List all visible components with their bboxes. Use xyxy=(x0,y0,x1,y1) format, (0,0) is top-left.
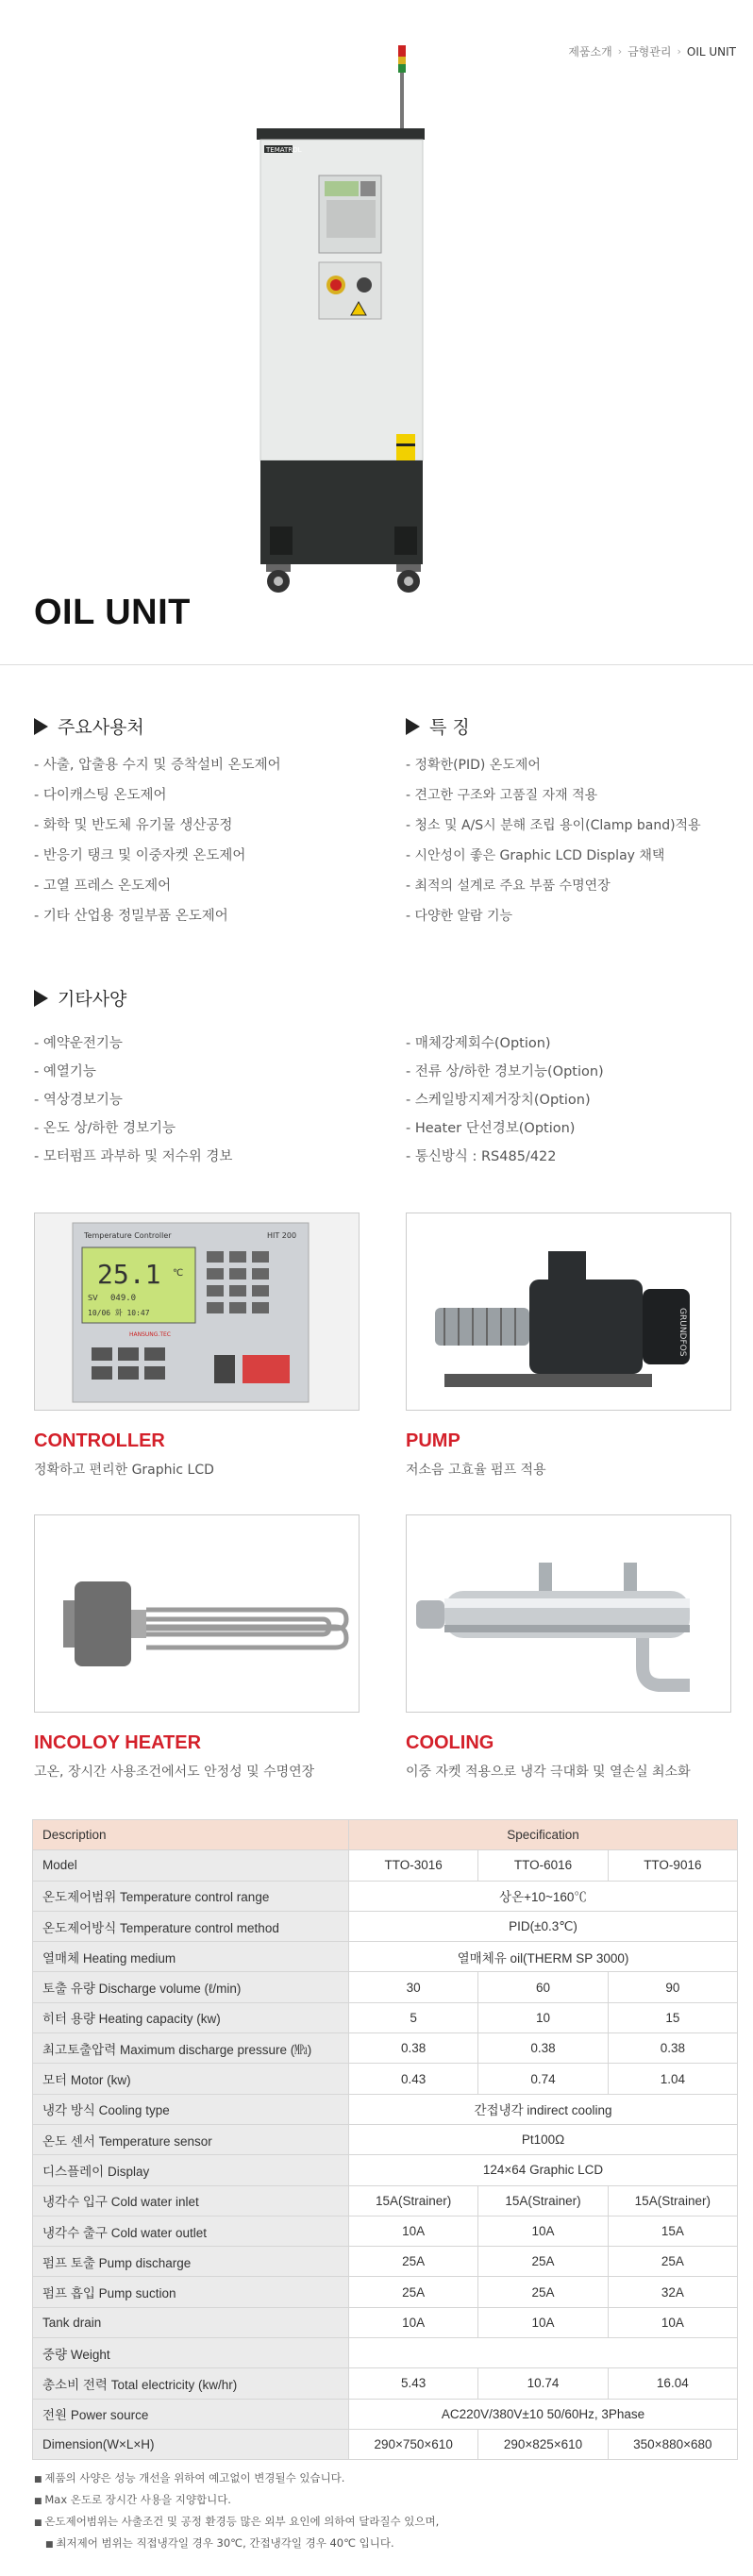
table-label-cell: Dimension(W×L×H) xyxy=(33,2429,349,2459)
list-item: - 기타 산업용 정밀부품 온도제어 xyxy=(34,909,228,924)
table-header-cell: Specification xyxy=(349,1820,738,1850)
list-item: - 다이캐스팅 온도제어 xyxy=(34,788,167,803)
table-cell: TTO-9016 xyxy=(608,1850,737,1881)
table-label-cell: 전원 Power source xyxy=(33,2399,349,2429)
table-cell: Pt100Ω xyxy=(349,2124,738,2154)
breadcrumb-current: OIL UNIT xyxy=(686,44,736,59)
oil-unit-product-image xyxy=(0,38,753,594)
table-cell: 60 xyxy=(478,1972,608,2002)
features-list xyxy=(406,756,701,937)
table-label-cell: 총소비 전력 Total electricity (kw/hr) xyxy=(33,2368,349,2399)
cooling-caption: COOLING xyxy=(406,1732,494,1753)
table-label-cell: 토출 유량 Discharge volume (ℓ/min) xyxy=(33,1972,349,2002)
table-row xyxy=(33,2429,738,2459)
table-cell: 350×880×680 xyxy=(608,2429,737,2459)
table-cell: 상온+10~160℃ xyxy=(349,1881,738,1911)
table-label-cell: 최고토출압력 Maximum discharge pressure (㎫) xyxy=(33,2033,349,2064)
table-label-cell: 냉각 방식 Cooling type xyxy=(33,2094,349,2124)
controller-description: 정확하고 편리한 Graphic LCD xyxy=(34,1463,214,1478)
incoloy-heater-caption: INCOLOY HEATER xyxy=(34,1732,202,1753)
controller-image xyxy=(34,1213,360,1411)
divider xyxy=(0,664,753,665)
table-row xyxy=(33,1972,738,2002)
table-label-cell: 온도 센서 Temperature sensor xyxy=(33,2124,349,2154)
table-cell: 열매체유 oil(THERM SP 3000) xyxy=(349,1942,738,1972)
table-label-cell: 펌프 토출 Pump discharge xyxy=(33,2247,349,2277)
table-cell: 15 xyxy=(608,2002,737,2032)
triangle-bullet-icon xyxy=(34,718,48,735)
table-row xyxy=(33,1942,738,1972)
list-item: - 사출, 압출용 수지 및 증착설비 온도제어 xyxy=(34,758,281,773)
table-label-cell: 온도제어방식 Temperature control method xyxy=(33,1911,349,1941)
table-cell: 10.74 xyxy=(478,2368,608,2399)
table-cell: 10A xyxy=(478,2216,608,2246)
table-header-cell: Description xyxy=(33,1820,349,1850)
table-cell: 25A xyxy=(608,2247,737,2277)
table-row xyxy=(33,1881,738,1911)
pump-image xyxy=(406,1213,731,1411)
table-label-cell: 펌프 흡입 Pump suction xyxy=(33,2277,349,2307)
table-cell: PID(±0.3℃) xyxy=(349,1911,738,1941)
list-item: - 통신방식 : RS485/422 xyxy=(406,1149,557,1164)
table-cell: 1.04 xyxy=(608,2064,737,2094)
svg-text:25.1: 25.1 xyxy=(97,1259,161,1290)
table-cell: 25A xyxy=(478,2277,608,2307)
table-cell: 290×750×610 xyxy=(349,2429,478,2459)
list-item: - 예열기능 xyxy=(34,1064,96,1079)
table-label-cell: 모터 Motor (kw) xyxy=(33,2064,349,2094)
table-row xyxy=(33,2124,738,2154)
table-cell: 25A xyxy=(478,2247,608,2277)
spec-table-body xyxy=(33,1881,738,2460)
breadcrumb-separator-icon: › xyxy=(677,45,681,58)
table-cell: 25A xyxy=(349,2247,478,2277)
features-title: 특 징 xyxy=(429,717,470,738)
table-cell: 10 xyxy=(478,2002,608,2032)
usage-list xyxy=(34,756,281,937)
table-label-cell: 히터 용량 Heating capacity (kw) xyxy=(33,2002,349,2032)
spec-table xyxy=(32,1819,738,2460)
svg-text:TEMATROL: TEMATROL xyxy=(266,146,302,154)
table-row xyxy=(33,2247,738,2277)
breadcrumb-item[interactable]: 제품소개 xyxy=(568,45,612,59)
table-row xyxy=(33,1911,738,1941)
features-heading xyxy=(406,713,470,739)
table-cell: TTO-6016 xyxy=(478,1850,608,1881)
table-cell: 90 xyxy=(608,1972,737,2002)
table-row xyxy=(33,1850,738,1881)
table-cell: 15A xyxy=(608,2216,737,2246)
pump-caption: PUMP xyxy=(406,1430,460,1451)
svg-text:10/06 화 10:47: 10/06 화 10:47 xyxy=(88,1309,150,1317)
notes-list xyxy=(34,2468,439,2555)
triangle-bullet-icon xyxy=(406,718,420,735)
table-label-cell: Model xyxy=(33,1850,349,1881)
table-row xyxy=(33,2216,738,2246)
table-header-row xyxy=(33,1820,738,1850)
table-label-cell: 중량 Weight xyxy=(33,2338,349,2368)
svg-text:049.0: 049.0 xyxy=(110,1294,137,1303)
cooling-image xyxy=(406,1514,731,1713)
table-row xyxy=(33,2338,738,2368)
note-item: ■ 제품의 사양은 성능 개선을 위하여 예고없이 변경될수 있습니다. xyxy=(34,2468,439,2490)
cooling-description: 이중 자켓 적용으로 냉각 극대화 및 열손실 최소화 xyxy=(406,1765,691,1780)
table-row xyxy=(33,2307,738,2337)
list-item: - 모터펌프 과부하 및 저수위 경보 xyxy=(34,1149,233,1164)
list-item: - 화학 및 반도체 유기물 생산공정 xyxy=(34,818,233,833)
table-row xyxy=(33,2094,738,2124)
controller-caption: CONTROLLER xyxy=(34,1430,165,1451)
table-cell: 32A xyxy=(608,2277,737,2307)
table-label-cell: 디스플레이 Display xyxy=(33,2155,349,2185)
table-label-cell: 냉각수 입구 Cold water inlet xyxy=(33,2185,349,2216)
table-row xyxy=(33,2399,738,2429)
svg-text:HIT 200: HIT 200 xyxy=(267,1231,297,1240)
table-row xyxy=(33,2185,738,2216)
table-cell: 15A(Strainer) xyxy=(349,2185,478,2216)
svg-text:℃: ℃ xyxy=(173,1268,184,1279)
list-item: - 반응기 탱크 및 이중자켓 온도제어 xyxy=(34,848,246,863)
list-item: - 고열 프레스 온도제어 xyxy=(34,878,172,894)
breadcrumb-separator-icon: › xyxy=(617,45,623,58)
table-label-cell: 냉각수 출구 Cold water outlet xyxy=(33,2216,349,2246)
note-item: ■ 최저제어 범위는 직접냉각일 경우 30℃, 간접냉각일 경우 40℃ 입니다. xyxy=(34,2534,439,2555)
svg-text:HANSUNG.TEC: HANSUNG.TEC xyxy=(129,1331,171,1338)
list-item: - 스케일방지제거장치(Option) xyxy=(406,1093,591,1108)
breadcrumb-item[interactable]: 금형관리 xyxy=(628,45,672,59)
triangle-bullet-icon xyxy=(34,990,48,1007)
other-spec-title: 기타사양 xyxy=(58,989,127,1010)
table-row xyxy=(33,2368,738,2399)
list-item: - 정확한(PID) 온도제어 xyxy=(406,758,541,773)
pump-description: 저소음 고효율 펌프 적용 xyxy=(406,1463,546,1478)
table-cell: 25A xyxy=(349,2277,478,2307)
list-item: - 역상경보기능 xyxy=(34,1093,123,1108)
other-spec-list-left xyxy=(34,1034,232,1176)
table-row xyxy=(33,2002,738,2032)
note-item: ■ 온도제어범위는 사출조건 및 공정 환경등 많은 외부 요인에 의하여 달라질수 있으며, xyxy=(34,2512,439,2534)
table-cell: 10A xyxy=(608,2307,737,2337)
table-cell: 15A(Strainer) xyxy=(478,2185,608,2216)
list-item: - 견고한 구조와 고품질 자재 적용 xyxy=(406,788,598,803)
table-cell: 15A(Strainer) xyxy=(608,2185,737,2216)
table-cell: 124×64 Graphic LCD xyxy=(349,2155,738,2185)
page-title: OIL UNIT xyxy=(34,593,191,632)
usage-title: 주요사용처 xyxy=(58,717,144,738)
table-label-cell: 온도제어범위 Temperature control range xyxy=(33,1881,349,1911)
svg-text:GRUNDFOS: GRUNDFOS xyxy=(678,1308,687,1357)
table-cell: 30 xyxy=(349,1972,478,2002)
table-row xyxy=(33,2064,738,2094)
table-cell: 290×825×610 xyxy=(478,2429,608,2459)
list-item: - 온도 상/하한 경보기능 xyxy=(34,1121,176,1136)
table-cell: 5 xyxy=(349,2002,478,2032)
other-spec-heading xyxy=(34,985,126,1011)
table-row xyxy=(33,2033,738,2064)
svg-text:Temperature Controller: Temperature Controller xyxy=(84,1231,172,1240)
incoloy-heater-image xyxy=(34,1514,360,1713)
table-cell: 16.04 xyxy=(608,2368,737,2399)
other-spec-list-right xyxy=(406,1034,604,1176)
table-label-cell: 열매체 Heating medium xyxy=(33,1942,349,1972)
table-row xyxy=(33,2155,738,2185)
table-cell: AC220V/380V±10 50/60Hz, 3Phase xyxy=(349,2399,738,2429)
table-cell: 간접냉각 indirect cooling xyxy=(349,2094,738,2124)
list-item: - 다양한 알람 기능 xyxy=(406,909,513,924)
list-item: - 예약운전기능 xyxy=(34,1036,123,1051)
table-cell: 10A xyxy=(349,2307,478,2337)
table-cell: 0.38 xyxy=(349,2033,478,2064)
table-cell: TTO-3016 xyxy=(349,1850,478,1881)
table-cell: 5.43 xyxy=(349,2368,478,2399)
table-cell: 0.74 xyxy=(478,2064,608,2094)
table-cell: 10A xyxy=(478,2307,608,2337)
note-item: ■ Max 온도로 장시간 사용을 지양합니다. xyxy=(34,2490,439,2512)
list-item: - 최적의 설계로 주요 부품 수명연장 xyxy=(406,878,611,894)
svg-text:SV: SV xyxy=(88,1294,98,1302)
table-cell xyxy=(349,2338,738,2368)
list-item: - 시안성이 좋은 Graphic LCD Display 채택 xyxy=(406,848,665,863)
table-cell: 0.38 xyxy=(608,2033,737,2064)
incoloy-heater-description: 고온, 장시간 사용조건에서도 안정성 및 수명연장 xyxy=(34,1765,315,1780)
table-row xyxy=(33,2277,738,2307)
table-cell: 10A xyxy=(349,2216,478,2246)
list-item: - 청소 및 A/S시 분해 조립 용이(Clamp band)적용 xyxy=(406,818,701,833)
list-item: - Heater 단선경보(Option) xyxy=(406,1121,576,1136)
table-cell: 0.43 xyxy=(349,2064,478,2094)
table-label-cell: Tank drain xyxy=(33,2307,349,2337)
list-item: - 전류 상/하한 경보기능(Option) xyxy=(406,1064,604,1079)
usage-heading xyxy=(34,713,144,739)
table-cell: 0.38 xyxy=(478,2033,608,2064)
list-item: - 매체강제회수(Option) xyxy=(406,1036,551,1051)
